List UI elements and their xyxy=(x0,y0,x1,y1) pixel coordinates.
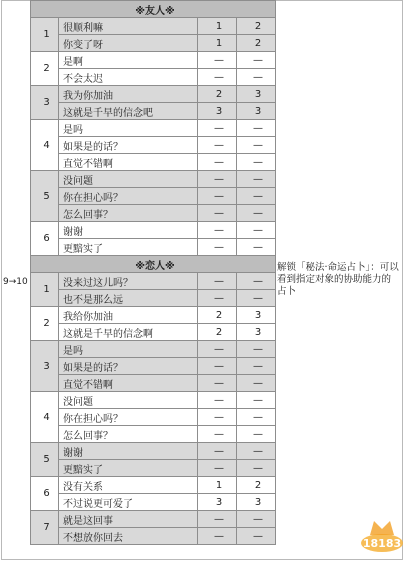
option-text: 没有关系 xyxy=(59,477,198,494)
table-row xyxy=(31,205,276,222)
option-text: 是啊 xyxy=(59,52,198,69)
value-b: 3 xyxy=(237,494,276,511)
option-text: 不想放你回去 xyxy=(59,528,198,545)
value-b: — xyxy=(237,375,276,392)
group-number: 6 xyxy=(31,222,59,256)
value-b: — xyxy=(237,52,276,69)
option-text: 怎么回事？ xyxy=(59,205,198,222)
value-b: — xyxy=(237,392,276,409)
table-row xyxy=(31,86,276,103)
group-number: 6 xyxy=(31,477,59,511)
value-b: — xyxy=(237,239,276,256)
option-text: 就是这回事 xyxy=(59,511,198,528)
value-b: — xyxy=(237,443,276,460)
dialogue-table xyxy=(30,0,276,545)
option-text: 不会太迟 xyxy=(59,69,198,86)
table-row xyxy=(31,477,276,494)
value-b: — xyxy=(237,222,276,239)
value-b: — xyxy=(237,137,276,154)
option-text: 你变了呀 xyxy=(59,35,198,52)
value-b: — xyxy=(237,188,276,205)
option-text: 很顺利嘛 xyxy=(59,18,198,35)
value-a: — xyxy=(198,528,237,545)
value-b: — xyxy=(237,290,276,307)
table-row xyxy=(31,528,276,545)
value-a: — xyxy=(198,171,237,188)
option-text: 没问题 xyxy=(59,392,198,409)
value-b: — xyxy=(237,528,276,545)
table-row xyxy=(31,120,276,137)
table-row xyxy=(31,273,276,290)
value-a: — xyxy=(198,290,237,307)
group-number: 2 xyxy=(31,52,59,86)
value-b: — xyxy=(237,154,276,171)
option-text: 你在担心吗？ xyxy=(59,188,198,205)
value-b: — xyxy=(237,120,276,137)
table-row xyxy=(31,392,276,409)
option-text: 更黯实了 xyxy=(59,239,198,256)
value-b: — xyxy=(237,205,276,222)
value-a: — xyxy=(198,341,237,358)
value-b: 3 xyxy=(237,307,276,324)
value-b: — xyxy=(237,460,276,477)
value-a: — xyxy=(198,154,237,171)
table-row xyxy=(31,52,276,69)
group-number: 4 xyxy=(31,392,59,443)
value-b: 2 xyxy=(237,18,276,35)
option-text: 如果是的话？ xyxy=(59,358,198,375)
value-a: 1 xyxy=(198,477,237,494)
option-text: 谢谢 xyxy=(59,222,198,239)
table-row xyxy=(31,18,276,35)
table-row xyxy=(31,69,276,86)
table-row xyxy=(31,307,276,324)
table-row xyxy=(31,443,276,460)
table-row xyxy=(31,341,276,358)
table-row xyxy=(31,103,276,120)
level-label: 9→10 xyxy=(3,277,28,287)
option-text: 没来过这儿吗？ xyxy=(59,273,198,290)
option-text: 我给你加油 xyxy=(59,307,198,324)
table-row xyxy=(31,154,276,171)
section-title: ※恋人※ xyxy=(31,256,276,273)
option-text: 你在担心吗？ xyxy=(59,409,198,426)
table-row xyxy=(31,290,276,307)
table-row xyxy=(31,171,276,188)
table-row xyxy=(31,375,276,392)
value-a: — xyxy=(198,358,237,375)
table-row xyxy=(31,239,276,256)
value-a: — xyxy=(198,69,237,86)
watermark-text: 18183 xyxy=(362,537,402,550)
table-row xyxy=(31,460,276,477)
group-number: 5 xyxy=(31,171,59,222)
group-number: 3 xyxy=(31,86,59,120)
option-text: 我为你加油 xyxy=(59,86,198,103)
value-a: — xyxy=(198,222,237,239)
option-text: 怎么回事？ xyxy=(59,426,198,443)
value-b: — xyxy=(237,341,276,358)
group-number: 4 xyxy=(31,120,59,171)
value-a: 3 xyxy=(198,494,237,511)
table-row xyxy=(31,494,276,511)
unlock-note: 解锁「秘法·命运占卜」：可以看到指定对象的协助能力的占卜 xyxy=(277,262,399,297)
value-a: 2 xyxy=(198,86,237,103)
value-b: 2 xyxy=(237,35,276,52)
value-a: 1 xyxy=(198,18,237,35)
table-row xyxy=(31,511,276,528)
value-a: 2 xyxy=(198,324,237,341)
section-title: ※友人※ xyxy=(31,1,276,18)
value-a: — xyxy=(198,375,237,392)
group-number: 1 xyxy=(31,18,59,52)
value-a: — xyxy=(198,239,237,256)
option-text: 谢谢 xyxy=(59,443,198,460)
value-b: — xyxy=(237,511,276,528)
value-b: — xyxy=(237,171,276,188)
value-a: — xyxy=(198,273,237,290)
table-row xyxy=(31,426,276,443)
group-number: 3 xyxy=(31,341,59,392)
option-text: 也不是那么远 xyxy=(59,290,198,307)
value-b: — xyxy=(237,69,276,86)
table-row xyxy=(31,222,276,239)
table-row xyxy=(31,35,276,52)
value-a: — xyxy=(198,392,237,409)
table-row xyxy=(31,188,276,205)
option-text: 这就是千早的信念吧 xyxy=(59,103,198,120)
group-number: 5 xyxy=(31,443,59,477)
group-number: 2 xyxy=(31,307,59,341)
value-b: — xyxy=(237,409,276,426)
option-text: 如果是的话？ xyxy=(59,137,198,154)
value-b: 3 xyxy=(237,324,276,341)
value-a: — xyxy=(198,52,237,69)
value-a: — xyxy=(198,426,237,443)
value-a: — xyxy=(198,409,237,426)
value-a: — xyxy=(198,188,237,205)
group-number: 1 xyxy=(31,273,59,307)
option-text: 直觉不错啊 xyxy=(59,154,198,171)
option-text: 不过说更可爱了 xyxy=(59,494,198,511)
value-a: — xyxy=(198,137,237,154)
option-text: 是吗 xyxy=(59,341,198,358)
value-a: — xyxy=(198,120,237,137)
table-row xyxy=(31,137,276,154)
table-row xyxy=(31,409,276,426)
table-row xyxy=(31,324,276,341)
option-text: 直觉不错啊 xyxy=(59,375,198,392)
value-a: 1 xyxy=(198,35,237,52)
option-text: 这就是千早的信念啊 xyxy=(59,324,198,341)
value-a: — xyxy=(198,205,237,222)
watermark-logo xyxy=(360,513,404,557)
value-a: — xyxy=(198,511,237,528)
group-number: 7 xyxy=(31,511,59,545)
value-b: 2 xyxy=(237,477,276,494)
value-b: 3 xyxy=(237,103,276,120)
value-b: 3 xyxy=(237,86,276,103)
value-a: — xyxy=(198,443,237,460)
option-text: 没问题 xyxy=(59,171,198,188)
value-a: 2 xyxy=(198,307,237,324)
table-row xyxy=(31,358,276,375)
value-b: — xyxy=(237,358,276,375)
value-a: 3 xyxy=(198,103,237,120)
value-b: — xyxy=(237,426,276,443)
value-a: — xyxy=(198,460,237,477)
value-b: — xyxy=(237,273,276,290)
option-text: 更黯实了 xyxy=(59,460,198,477)
option-text: 是吗 xyxy=(59,120,198,137)
